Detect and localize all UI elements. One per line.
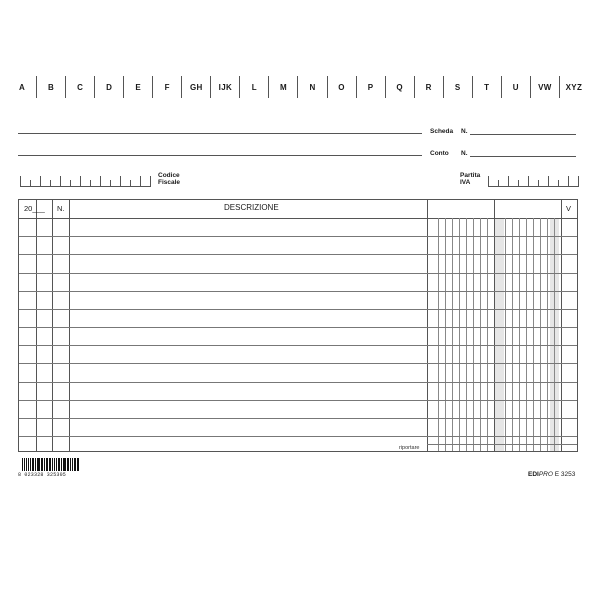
character-box[interactable] — [498, 180, 508, 186]
description-header: DESCRIZIONE — [224, 203, 279, 212]
amount-column-divider — [487, 218, 488, 451]
alphabet-letter: C — [66, 76, 95, 98]
table-row[interactable] — [19, 327, 577, 328]
character-box[interactable] — [100, 176, 110, 186]
amount-column-divider — [526, 218, 527, 451]
partita-iva-boxes[interactable] — [488, 176, 579, 187]
riportare-label: riportare — [399, 445, 420, 451]
character-box[interactable] — [30, 180, 40, 186]
character-box[interactable] — [488, 176, 498, 186]
codice-fiscale-boxes[interactable] — [20, 176, 151, 187]
scheda-line — [18, 133, 422, 134]
ledger-table — [18, 199, 578, 452]
table-row[interactable] — [19, 382, 577, 383]
alphabet-letter: A — [8, 76, 37, 98]
barcode-bar — [68, 458, 69, 471]
amount-column-divider — [459, 218, 460, 451]
column-divider — [52, 200, 53, 451]
barcode-bar — [35, 458, 36, 471]
alphabet-letter: T — [473, 76, 502, 98]
partita-label-line1: Partita — [460, 172, 481, 179]
barcode-bar — [26, 458, 27, 471]
alphabet-letter: XYZ — [565, 82, 583, 92]
barcode-bar — [30, 458, 31, 471]
character-box[interactable] — [120, 176, 130, 186]
alphabet-letter: E — [124, 76, 153, 98]
alphabet-letter: Q — [386, 76, 415, 98]
barcode-bar — [70, 458, 71, 471]
character-box[interactable] — [20, 176, 30, 186]
character-box[interactable] — [548, 176, 558, 186]
alphabet-letter: U — [502, 76, 531, 98]
brand-code: E 3253 — [554, 471, 576, 478]
alphabet-letter: M — [269, 76, 298, 98]
alphabet-letter: F — [153, 76, 182, 98]
barcode-bar — [78, 458, 79, 471]
brand-name: EDI — [528, 471, 539, 478]
barcode-bar — [77, 458, 78, 471]
column-divider — [69, 200, 70, 451]
amount-column-divider — [452, 218, 453, 451]
barcode-bar — [52, 458, 53, 471]
alphabet-index — [8, 76, 588, 98]
character-box[interactable] — [508, 176, 518, 186]
alphabet-letter: B — [37, 76, 66, 98]
amount-column-divider — [466, 218, 467, 451]
character-box[interactable] — [70, 180, 80, 186]
alphabet-letter: IJK — [211, 76, 240, 98]
amount-column-divider — [480, 218, 481, 451]
conto-label: Conto — [430, 150, 449, 157]
partita-iva-label — [460, 172, 480, 186]
table-row[interactable] — [19, 418, 577, 419]
column-divider — [494, 200, 495, 451]
check-header: V — [566, 204, 572, 213]
barcode-bar — [32, 458, 34, 471]
barcode-bar — [50, 458, 51, 471]
alphabet-letter: R — [415, 76, 444, 98]
amount-column-divider — [438, 218, 439, 451]
amount-column-divider — [519, 218, 520, 451]
brand-mark — [528, 471, 575, 478]
character-box[interactable] — [518, 180, 528, 186]
character-box[interactable] — [90, 180, 100, 186]
table-row[interactable] — [19, 273, 577, 274]
character-box[interactable] — [528, 176, 538, 186]
codice-label-line2: Fiscale — [158, 179, 181, 186]
table-row[interactable] — [19, 309, 577, 310]
table-row[interactable] — [19, 363, 577, 364]
column-divider — [427, 200, 428, 451]
shaded-column — [495, 218, 504, 451]
amount-column-divider — [473, 218, 474, 451]
character-box[interactable] — [558, 180, 568, 186]
amount-column-divider — [505, 218, 506, 451]
table-row[interactable] — [19, 436, 577, 437]
scheda-number-label: N. — [461, 128, 468, 135]
alphabet-letter: D — [95, 76, 124, 98]
alphabet-letter: P — [357, 76, 386, 98]
alphabet-letter: VW — [531, 76, 560, 98]
character-box[interactable] — [110, 180, 120, 186]
box-end — [150, 176, 151, 186]
alphabet-letter: L — [240, 76, 269, 98]
table-row[interactable] — [19, 254, 577, 255]
alphabet-letter: GH — [182, 76, 211, 98]
conto-number-line[interactable] — [470, 156, 576, 157]
barcode — [22, 458, 80, 471]
alphabet-letter: N — [298, 76, 327, 98]
column-divider — [36, 200, 37, 451]
table-row[interactable] — [19, 291, 577, 292]
amount-column-divider — [547, 218, 548, 451]
character-box[interactable] — [60, 176, 70, 186]
scheda-number-line[interactable] — [470, 134, 576, 135]
barcode-bar — [58, 458, 60, 471]
character-box[interactable] — [50, 180, 60, 186]
riportare-row[interactable] — [427, 444, 577, 445]
box-end — [578, 176, 579, 186]
codice-fiscale-label — [158, 172, 180, 186]
character-box[interactable] — [130, 180, 140, 186]
amount-column-divider — [512, 218, 513, 451]
alphabet-letter: S — [444, 76, 473, 98]
barcode-bar — [28, 458, 29, 471]
barcode-bar — [22, 458, 23, 471]
barcode-bar — [46, 458, 47, 471]
number-header: N. — [57, 204, 65, 213]
barcode-bar — [38, 458, 39, 471]
barcode-bar — [44, 458, 45, 471]
character-box[interactable] — [568, 176, 578, 186]
barcode-bar — [42, 458, 43, 471]
barcode-bar — [61, 458, 62, 471]
barcode-bar — [56, 458, 57, 471]
table-row[interactable] — [19, 400, 577, 401]
barcode-bar — [74, 458, 75, 471]
amount-column-divider — [540, 218, 541, 451]
barcode-bar — [49, 458, 50, 471]
amount-column-divider — [445, 218, 446, 451]
barcode-number: 8 023328 325305 — [18, 472, 67, 478]
barcode-bar — [67, 458, 68, 471]
codice-label-line1: Codice — [158, 172, 180, 179]
column-divider — [561, 200, 562, 451]
alphabet-letter: O — [328, 76, 357, 98]
table-row[interactable] — [19, 236, 577, 237]
amount-column-divider — [554, 218, 555, 451]
partita-label-line2: IVA — [460, 179, 471, 186]
scheda-label: Scheda — [430, 128, 454, 135]
character-box[interactable] — [140, 176, 150, 186]
barcode-bar — [41, 458, 42, 471]
barcode-bar — [37, 458, 38, 471]
barcode-bar — [24, 458, 25, 471]
barcode-bar — [63, 458, 64, 471]
character-box[interactable] — [40, 176, 50, 186]
barcode-bar — [54, 458, 55, 471]
table-row[interactable] — [19, 345, 577, 346]
brand-suffix: PRO — [538, 471, 553, 478]
conto-line — [18, 155, 422, 156]
amount-column-divider — [533, 218, 534, 451]
barcode-bar — [72, 458, 73, 471]
conto-number-label: N. — [461, 150, 468, 157]
character-box[interactable] — [80, 176, 90, 186]
barcode-bar — [64, 458, 65, 471]
character-box[interactable] — [538, 180, 548, 186]
year-header: 20___ — [24, 204, 45, 213]
